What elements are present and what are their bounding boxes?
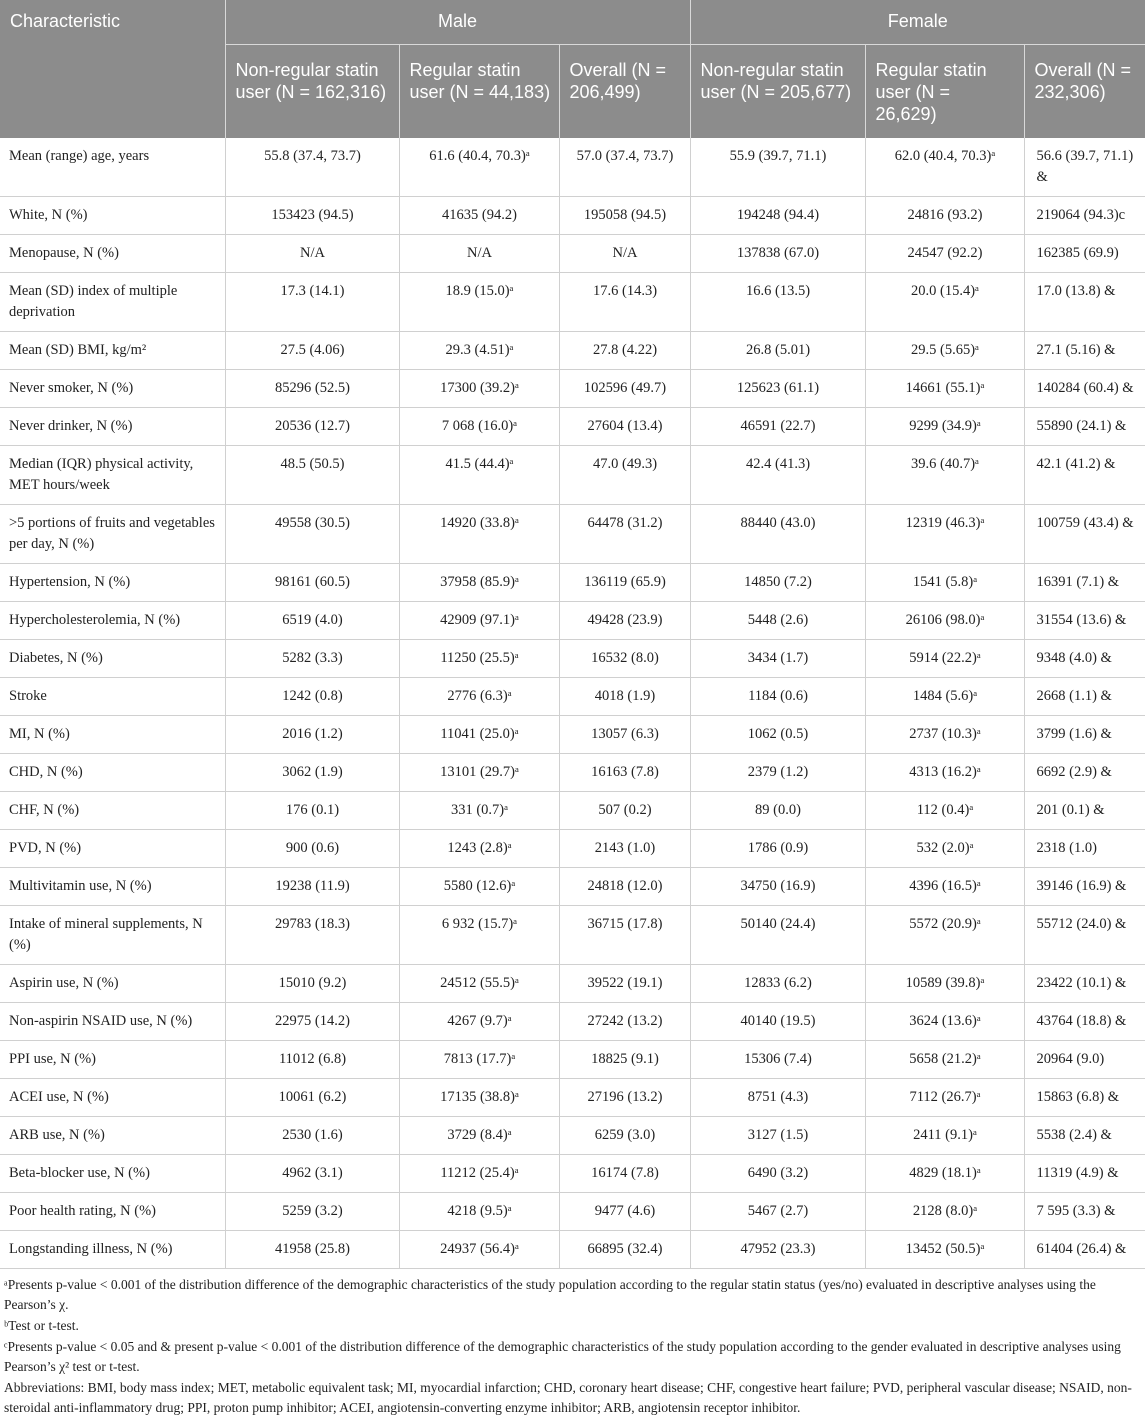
table-cell: 49428 (23.9) xyxy=(559,602,690,640)
table-cell: N/A xyxy=(225,235,399,273)
table-cell: 31554 (13.6) & xyxy=(1024,602,1145,640)
table-cell: 11041 (25.0)ᵃ xyxy=(399,716,559,754)
header-col: Regular statin user (N = 44,183) xyxy=(399,44,559,138)
table-cell: 8751 (4.3) xyxy=(690,1079,865,1117)
table-cell: 3062 (1.9) xyxy=(225,754,399,792)
row-label: Multivitamin use, N (%) xyxy=(0,868,225,906)
table-cell: 15306 (7.4) xyxy=(690,1041,865,1079)
table-cell: 2737 (10.3)ᵃ xyxy=(865,716,1024,754)
table-cell: 137838 (67.0) xyxy=(690,235,865,273)
table-cell: 4218 (9.5)ᵃ xyxy=(399,1193,559,1231)
table-cell: 2128 (8.0)ᵃ xyxy=(865,1193,1024,1231)
row-label: PPI use, N (%) xyxy=(0,1041,225,1079)
table-cell: 6692 (2.9) & xyxy=(1024,754,1145,792)
table-cell: 39.6 (40.7)ᵃ xyxy=(865,446,1024,505)
row-label: Never smoker, N (%) xyxy=(0,370,225,408)
header-col: Non-regular statin user (N = 162,316) xyxy=(225,44,399,138)
table-cell: 7112 (26.7)ᵃ xyxy=(865,1079,1024,1117)
table-cell: 47.0 (49.3) xyxy=(559,446,690,505)
table-cell: 14920 (33.8)ᵃ xyxy=(399,505,559,564)
table-row xyxy=(0,792,1145,830)
table-cell: 23422 (10.1) & xyxy=(1024,965,1145,1003)
table-cell: 20964 (9.0) xyxy=(1024,1041,1145,1079)
table-cell: 41958 (25.8) xyxy=(225,1231,399,1269)
table-cell: 2530 (1.6) xyxy=(225,1117,399,1155)
table-cell: 3127 (1.5) xyxy=(690,1117,865,1155)
table-cell: 11212 (25.4)ᵃ xyxy=(399,1155,559,1193)
table-cell: 2668 (1.1) & xyxy=(1024,678,1145,716)
table-cell: 88440 (43.0) xyxy=(690,505,865,564)
footnote: ᶜPresents p-value < 0.05 and & present p-value < 0.001 of the distribution difference of the demographic characteristics of the study population according to the gender evaluated in descriptive analyses using Pearson’s χ² test or t-test. xyxy=(4,1339,1121,1374)
table-cell: 34750 (16.9) xyxy=(690,868,865,906)
table-cell: 3729 (8.4)ᵃ xyxy=(399,1117,559,1155)
row-label: Non-aspirin NSAID use, N (%) xyxy=(0,1003,225,1041)
table-row xyxy=(0,868,1145,906)
table-row xyxy=(0,1117,1145,1155)
table-cell: N/A xyxy=(559,235,690,273)
table-cell: 61404 (26.4) & xyxy=(1024,1231,1145,1269)
table-cell: 4267 (9.7)ᵃ xyxy=(399,1003,559,1041)
table-cell: 47952 (23.3) xyxy=(690,1231,865,1269)
table-cell: 507 (0.2) xyxy=(559,792,690,830)
table-cell: 7 595 (3.3) & xyxy=(1024,1193,1145,1231)
table-cell: 55712 (24.0) & xyxy=(1024,906,1145,965)
table-cell: 89 (0.0) xyxy=(690,792,865,830)
table-cell: 40140 (19.5) xyxy=(690,1003,865,1041)
table-cell: 16174 (7.8) xyxy=(559,1155,690,1193)
table-cell: 331 (0.7)ᵃ xyxy=(399,792,559,830)
table-cell: 100759 (43.4) & xyxy=(1024,505,1145,564)
table-cell: 55.9 (39.7, 71.1) xyxy=(690,138,865,197)
row-label: PVD, N (%) xyxy=(0,830,225,868)
table-cell: 6259 (3.0) xyxy=(559,1117,690,1155)
table-row xyxy=(0,1231,1145,1269)
table-cell: 7813 (17.7)ᵃ xyxy=(399,1041,559,1079)
table-cell: 64478 (31.2) xyxy=(559,505,690,564)
table-cell: 125623 (61.1) xyxy=(690,370,865,408)
table-cell: 14661 (55.1)ᵃ xyxy=(865,370,1024,408)
row-label: White, N (%) xyxy=(0,197,225,235)
table-row xyxy=(0,906,1145,965)
table-cell: 11250 (25.5)ᵃ xyxy=(399,640,559,678)
table-cell: 16.6 (13.5) xyxy=(690,273,865,332)
header-col: Regular statin user (N = 26,629) xyxy=(865,44,1024,138)
table-cell: 201 (0.1) & xyxy=(1024,792,1145,830)
table-cell: 42909 (97.1)ᵃ xyxy=(399,602,559,640)
table-cell: 2143 (1.0) xyxy=(559,830,690,868)
header-male: Male xyxy=(225,0,690,44)
table-cell: 9477 (4.6) xyxy=(559,1193,690,1231)
table-cell: 5259 (3.2) xyxy=(225,1193,399,1231)
table-cell: 50140 (24.4) xyxy=(690,906,865,965)
table-row xyxy=(0,370,1145,408)
row-label: Hypertension, N (%) xyxy=(0,564,225,602)
footnotes xyxy=(0,1269,1145,1418)
header-col: Overall (N = 206,499) xyxy=(559,44,690,138)
table-cell: 41.5 (44.4)ᵃ xyxy=(399,446,559,505)
table-cell: 24937 (56.4)ᵃ xyxy=(399,1231,559,1269)
table-body xyxy=(0,138,1145,1269)
table-cell: 16163 (7.8) xyxy=(559,754,690,792)
footnote: ᵃPresents p-value < 0.001 of the distribution difference of the demographic characteristics of the study population according to the regular statin status (yes/no) evaluated in descriptive analyses using the Pearson’s χ. xyxy=(4,1277,1096,1312)
table-cell: 4018 (1.9) xyxy=(559,678,690,716)
header-female: Female xyxy=(690,0,1145,44)
table-cell: 48.5 (50.5) xyxy=(225,446,399,505)
table-cell: 11319 (4.9) & xyxy=(1024,1155,1145,1193)
table-cell: 176 (0.1) xyxy=(225,792,399,830)
table-cell: 532 (2.0)ᵃ xyxy=(865,830,1024,868)
row-label: Never drinker, N (%) xyxy=(0,408,225,446)
table-cell: 16391 (7.1) & xyxy=(1024,564,1145,602)
row-label: Diabetes, N (%) xyxy=(0,640,225,678)
table-row xyxy=(0,678,1145,716)
table-cell: 13452 (50.5)ᵃ xyxy=(865,1231,1024,1269)
table-cell: 1786 (0.9) xyxy=(690,830,865,868)
table-cell: 27.8 (4.22) xyxy=(559,332,690,370)
table-cell: 17.0 (13.8) & xyxy=(1024,273,1145,332)
row-label: MI, N (%) xyxy=(0,716,225,754)
table-cell: 43764 (18.8) & xyxy=(1024,1003,1145,1041)
table-cell: 26106 (98.0)ᵃ xyxy=(865,602,1024,640)
table-cell: 5658 (21.2)ᵃ xyxy=(865,1041,1024,1079)
table-cell: 22975 (14.2) xyxy=(225,1003,399,1041)
table-cell: 20.0 (15.4)ᵃ xyxy=(865,273,1024,332)
row-label: Longstanding illness, N (%) xyxy=(0,1231,225,1269)
row-label: >5 portions of fruits and vegetables per day, N (%) xyxy=(0,505,225,564)
row-label: Aspirin use, N (%) xyxy=(0,965,225,1003)
table-cell: 18.9 (15.0)ᵃ xyxy=(399,273,559,332)
table-cell: 5467 (2.7) xyxy=(690,1193,865,1231)
row-label: Mean (range) age, years xyxy=(0,138,225,197)
table-row xyxy=(0,1079,1145,1117)
row-label: Beta-blocker use, N (%) xyxy=(0,1155,225,1193)
table-row xyxy=(0,640,1145,678)
table-cell: 29783 (18.3) xyxy=(225,906,399,965)
table-cell: N/A xyxy=(399,235,559,273)
table-row xyxy=(0,1041,1145,1079)
row-label: Menopause, N (%) xyxy=(0,235,225,273)
table-cell: 1541 (5.8)ᵃ xyxy=(865,564,1024,602)
table-cell: 2411 (9.1)ᵃ xyxy=(865,1117,1024,1155)
table-cell: 19238 (11.9) xyxy=(225,868,399,906)
table-cell: 13057 (6.3) xyxy=(559,716,690,754)
table-cell: 17.3 (14.1) xyxy=(225,273,399,332)
table-row xyxy=(0,408,1145,446)
table-row xyxy=(0,965,1145,1003)
table-cell: 12833 (6.2) xyxy=(690,965,865,1003)
table-cell: 98161 (60.5) xyxy=(225,564,399,602)
table-cell: 219064 (94.3)c xyxy=(1024,197,1145,235)
table-cell: 13101 (29.7)ᵃ xyxy=(399,754,559,792)
table-row xyxy=(0,1155,1145,1193)
table-cell: 102596 (49.7) xyxy=(559,370,690,408)
table-cell: 57.0 (37.4, 73.7) xyxy=(559,138,690,197)
table-cell: 24816 (93.2) xyxy=(865,197,1024,235)
row-label: Hypercholesterolemia, N (%) xyxy=(0,602,225,640)
table-cell: 3434 (1.7) xyxy=(690,640,865,678)
table-cell: 11012 (6.8) xyxy=(225,1041,399,1079)
table-cell: 49558 (30.5) xyxy=(225,505,399,564)
table-cell: 1243 (2.8)ᵃ xyxy=(399,830,559,868)
table-cell: 7 068 (16.0)ᵃ xyxy=(399,408,559,446)
table-cell: 9299 (34.9)ᵃ xyxy=(865,408,1024,446)
table-cell: 27.1 (5.16) & xyxy=(1024,332,1145,370)
table-cell: 112 (0.4)ᵃ xyxy=(865,792,1024,830)
row-label: Mean (SD) index of multiple deprivation xyxy=(0,273,225,332)
table-cell: 27604 (13.4) xyxy=(559,408,690,446)
table-cell: 37958 (85.9)ᵃ xyxy=(399,564,559,602)
table-cell: 2776 (6.3)ᵃ xyxy=(399,678,559,716)
table-cell: 5914 (22.2)ᵃ xyxy=(865,640,1024,678)
table-cell: 5572 (20.9)ᵃ xyxy=(865,906,1024,965)
table-cell: 1184 (0.6) xyxy=(690,678,865,716)
table-cell: 136119 (65.9) xyxy=(559,564,690,602)
row-label: ACEI use, N (%) xyxy=(0,1079,225,1117)
row-label: Intake of mineral supplements, N (%) xyxy=(0,906,225,965)
footnote: ᵇTest or t-test. xyxy=(4,1318,79,1333)
table-cell: 2016 (1.2) xyxy=(225,716,399,754)
table-cell: 3799 (1.6) & xyxy=(1024,716,1145,754)
table-cell: 39146 (16.9) & xyxy=(1024,868,1145,906)
table-cell: 42.1 (41.2) & xyxy=(1024,446,1145,505)
header-characteristic: Characteristic xyxy=(0,0,225,138)
footnote: Abbreviations: BMI, body mass index; MET, metabolic equivalent task; MI, myocardial infarction; CHD, coronary heart disease; CHF, congestive heart failure; PVD, peripheral vascular disease; NSAID, non-steroidal anti-inflammatory drug; PPI, proton pump inhibitor; ACEI, angiotensin-converting enzyme inhibitor; ARB, angiotensin receptor inhibitor. xyxy=(4,1380,1132,1415)
table-cell: 24547 (92.2) xyxy=(865,235,1024,273)
table-cell: 153423 (94.5) xyxy=(225,197,399,235)
table-row xyxy=(0,830,1145,868)
table-cell: 15010 (9.2) xyxy=(225,965,399,1003)
table-cell: 85296 (52.5) xyxy=(225,370,399,408)
table-cell: 4396 (16.5)ᵃ xyxy=(865,868,1024,906)
table-cell: 46591 (22.7) xyxy=(690,408,865,446)
table-cell: 24818 (12.0) xyxy=(559,868,690,906)
table-row xyxy=(0,446,1145,505)
table-cell: 39522 (19.1) xyxy=(559,965,690,1003)
header-col: Non-regular statin user (N = 205,677) xyxy=(690,44,865,138)
table-cell: 1062 (0.5) xyxy=(690,716,865,754)
table-cell: 24512 (55.5)ᵃ xyxy=(399,965,559,1003)
table-cell: 194248 (94.4) xyxy=(690,197,865,235)
table-cell: 66895 (32.4) xyxy=(559,1231,690,1269)
table-cell: 55.8 (37.4, 73.7) xyxy=(225,138,399,197)
table-cell: 5448 (2.6) xyxy=(690,602,865,640)
table-row xyxy=(0,273,1145,332)
table-cell: 2379 (1.2) xyxy=(690,754,865,792)
table-cell: 14850 (7.2) xyxy=(690,564,865,602)
row-label: Stroke xyxy=(0,678,225,716)
table-cell: 5282 (3.3) xyxy=(225,640,399,678)
table-row xyxy=(0,197,1145,235)
row-label: Median (IQR) physical activity, MET hours/week xyxy=(0,446,225,505)
table-row xyxy=(0,332,1145,370)
table-cell: 17.6 (14.3) xyxy=(559,273,690,332)
table-cell: 27196 (13.2) xyxy=(559,1079,690,1117)
table-cell: 15863 (6.8) & xyxy=(1024,1079,1145,1117)
table-cell: 900 (0.6) xyxy=(225,830,399,868)
table-cell: 5538 (2.4) & xyxy=(1024,1117,1145,1155)
table-cell: 29.5 (5.65)ᵃ xyxy=(865,332,1024,370)
table-cell: 36715 (17.8) xyxy=(559,906,690,965)
table-cell: 6490 (3.2) xyxy=(690,1155,865,1193)
table-cell: 162385 (69.9) xyxy=(1024,235,1145,273)
table-row xyxy=(0,1193,1145,1231)
table-row xyxy=(0,1003,1145,1041)
table-cell: 1242 (0.8) xyxy=(225,678,399,716)
table-cell: 6519 (4.0) xyxy=(225,602,399,640)
row-label: ARB use, N (%) xyxy=(0,1117,225,1155)
table-cell: 1484 (5.6)ᵃ xyxy=(865,678,1024,716)
header-col: Overall (N = 232,306) xyxy=(1024,44,1145,138)
table-cell: 12319 (46.3)ᵃ xyxy=(865,505,1024,564)
table-cell: 55890 (24.1) & xyxy=(1024,408,1145,446)
table-cell: 17300 (39.2)ᵃ xyxy=(399,370,559,408)
table-row xyxy=(0,505,1145,564)
table-row xyxy=(0,754,1145,792)
table-cell: 10589 (39.8)ᵃ xyxy=(865,965,1024,1003)
table-cell: 56.6 (39.7, 71.1) & xyxy=(1024,138,1145,197)
table-cell: 27.5 (4.06) xyxy=(225,332,399,370)
table-cell: 4829 (18.1)ᵃ xyxy=(865,1155,1024,1193)
table-cell: 41635 (94.2) xyxy=(399,197,559,235)
table-row xyxy=(0,138,1145,197)
table-cell: 10061 (6.2) xyxy=(225,1079,399,1117)
table-header xyxy=(0,0,1145,138)
table-cell: 4962 (3.1) xyxy=(225,1155,399,1193)
table-cell: 195058 (94.5) xyxy=(559,197,690,235)
table-cell: 9348 (4.0) & xyxy=(1024,640,1145,678)
row-label: CHF, N (%) xyxy=(0,792,225,830)
table-cell: 29.3 (4.51)ᵃ xyxy=(399,332,559,370)
table-row xyxy=(0,602,1145,640)
table-row xyxy=(0,564,1145,602)
table-cell: 61.6 (40.4, 70.3)ᵃ xyxy=(399,138,559,197)
row-label: Poor health rating, N (%) xyxy=(0,1193,225,1231)
table-cell: 26.8 (5.01) xyxy=(690,332,865,370)
table-cell: 17135 (38.8)ᵃ xyxy=(399,1079,559,1117)
table-cell: 4313 (16.2)ᵃ xyxy=(865,754,1024,792)
table-row xyxy=(0,716,1145,754)
table-cell: 16532 (8.0) xyxy=(559,640,690,678)
table-row xyxy=(0,235,1145,273)
table-cell: 2318 (1.0) xyxy=(1024,830,1145,868)
table-cell: 18825 (9.1) xyxy=(559,1041,690,1079)
table-cell: 3624 (13.6)ᵃ xyxy=(865,1003,1024,1041)
table-cell: 20536 (12.7) xyxy=(225,408,399,446)
row-label: CHD, N (%) xyxy=(0,754,225,792)
table-cell: 6 932 (15.7)ᵃ xyxy=(399,906,559,965)
table-cell: 27242 (13.2) xyxy=(559,1003,690,1041)
table-cell: 42.4 (41.3) xyxy=(690,446,865,505)
table-cell: 140284 (60.4) & xyxy=(1024,370,1145,408)
row-label: Mean (SD) BMI, kg/m² xyxy=(0,332,225,370)
table-cell: 5580 (12.6)ᵃ xyxy=(399,868,559,906)
table-cell: 62.0 (40.4, 70.3)ᵃ xyxy=(865,138,1024,197)
